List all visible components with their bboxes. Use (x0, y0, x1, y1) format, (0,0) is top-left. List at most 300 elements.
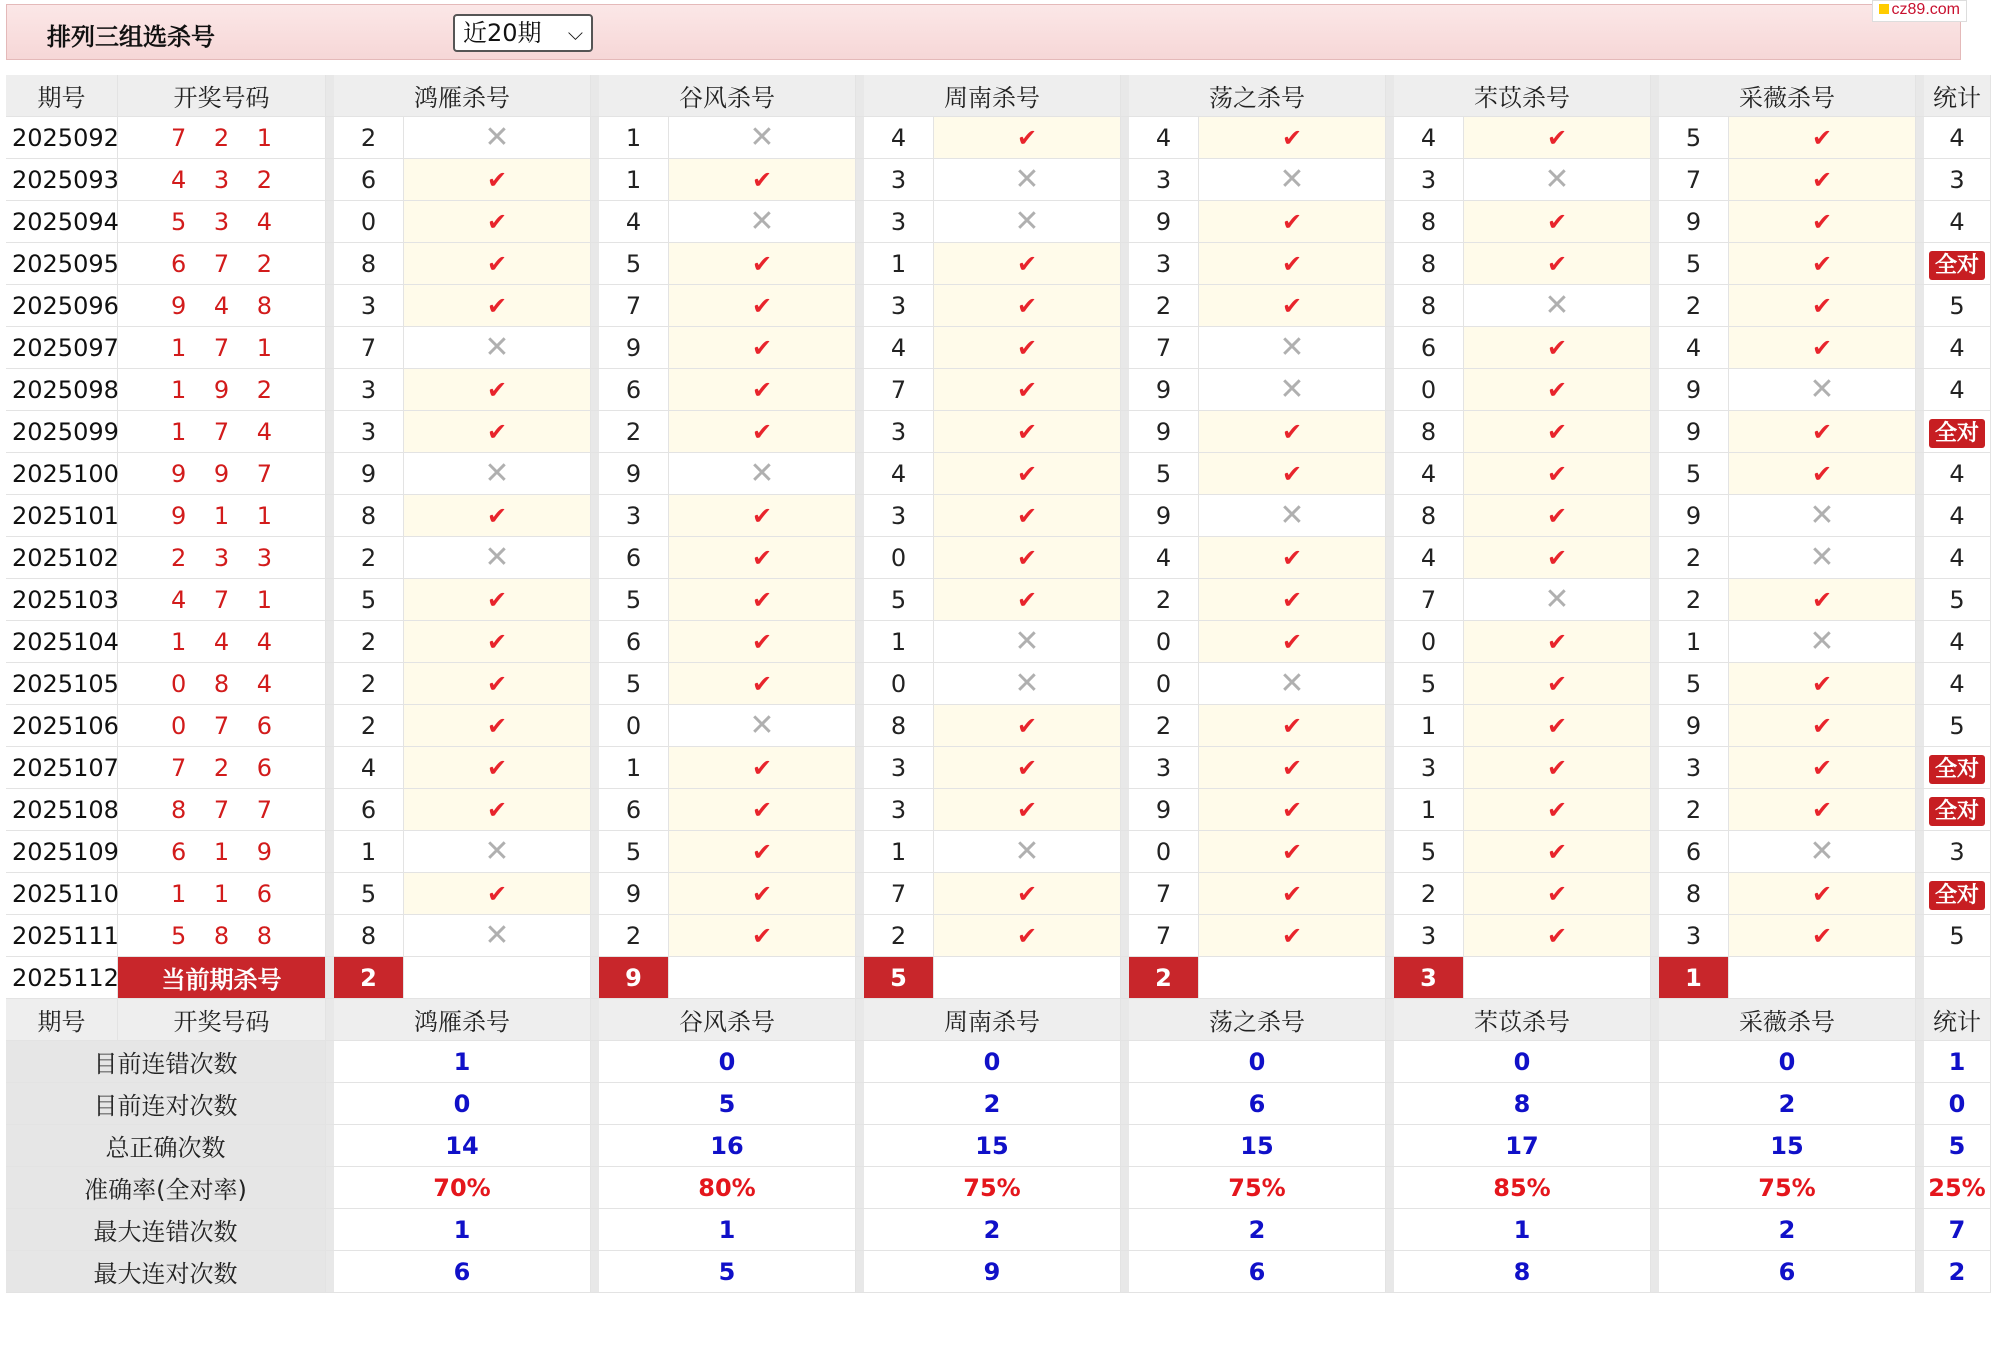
kill-number-cell: 5 (599, 243, 669, 285)
column-gap (326, 243, 334, 285)
empty-cell (404, 957, 591, 999)
kill-number-cell: 3 (1394, 747, 1464, 789)
column-gap (1651, 621, 1659, 663)
column-gap (591, 495, 599, 537)
cross-icon: ✕ (934, 663, 1121, 705)
header-expert: 芣苡杀号 (1394, 75, 1651, 117)
check-icon: ✔ (669, 789, 856, 831)
check-icon: ✔ (1199, 747, 1386, 789)
check-icon: ✔ (1464, 873, 1651, 915)
kill-number-cell: 5 (599, 663, 669, 705)
column-gap (326, 1209, 334, 1251)
column-gap (856, 117, 864, 159)
stat-value: 80% (599, 1167, 856, 1209)
period-select[interactable] (453, 14, 593, 52)
kill-number-cell: 2 (334, 663, 404, 705)
check-icon: ✔ (669, 243, 856, 285)
column-gap (591, 1041, 599, 1083)
check-icon: ✔ (1729, 789, 1916, 831)
kill-number-cell: 6 (1659, 831, 1729, 873)
header-expert: 采薇杀号 (1659, 75, 1916, 117)
column-gap (1651, 117, 1659, 159)
column-gap (1916, 369, 1924, 411)
stat-cell: 4 (1924, 537, 1991, 579)
column-gap (591, 999, 599, 1041)
column-gap (591, 75, 599, 117)
column-gap (856, 915, 864, 957)
stat-value: 1 (334, 1041, 591, 1083)
kill-number-cell: 1 (1659, 621, 1729, 663)
stat-cell: 3 (1924, 831, 1991, 873)
column-gap (1121, 789, 1129, 831)
stat-value: 0 (599, 1041, 856, 1083)
draw-number-cell: 9 4 8 (118, 285, 326, 327)
table-row (6, 453, 1991, 495)
table-row (6, 117, 1991, 159)
check-icon: ✔ (669, 495, 856, 537)
kill-number-cell: 2 (334, 537, 404, 579)
kill-number-cell: 4 (864, 117, 934, 159)
check-icon: ✔ (1464, 789, 1651, 831)
check-icon: ✔ (404, 789, 591, 831)
column-gap (1916, 75, 1924, 117)
check-icon: ✔ (1199, 411, 1386, 453)
period-cell: 2025110 (6, 873, 118, 915)
check-icon: ✔ (1729, 285, 1916, 327)
table-row (6, 243, 1991, 285)
header-draw: 开奖号码 (118, 999, 326, 1041)
check-icon: ✔ (1464, 537, 1651, 579)
check-icon: ✔ (934, 117, 1121, 159)
kill-number-cell: 0 (1129, 663, 1199, 705)
footer-header-row (6, 999, 1991, 1041)
column-gap (856, 747, 864, 789)
check-icon: ✔ (1464, 747, 1651, 789)
check-icon: ✔ (669, 537, 856, 579)
column-gap (1651, 789, 1659, 831)
stat-value: 2 (864, 1083, 1121, 1125)
cross-icon: ✕ (1729, 495, 1916, 537)
stat-value: 15 (1129, 1125, 1386, 1167)
column-gap (326, 369, 334, 411)
kill-number-cell: 6 (599, 621, 669, 663)
check-icon: ✔ (404, 243, 591, 285)
table-row (6, 621, 1991, 663)
kill-number-cell: 0 (1394, 369, 1464, 411)
column-gap (1651, 1041, 1659, 1083)
stat-value: 6 (1129, 1251, 1386, 1293)
stat-cell: 5 (1924, 579, 1991, 621)
check-icon: ✔ (1729, 663, 1916, 705)
check-icon: ✔ (934, 579, 1121, 621)
period-cell: 2025108 (6, 789, 118, 831)
column-gap (1121, 159, 1129, 201)
stat-cell: 4 (1924, 369, 1991, 411)
stat-value: 8 (1394, 1251, 1651, 1293)
kill-number-table (6, 75, 1991, 1293)
column-gap (1121, 75, 1129, 117)
column-gap (1386, 789, 1394, 831)
cross-icon: ✕ (1464, 579, 1651, 621)
kill-number-cell: 3 (864, 411, 934, 453)
draw-number-cell: 0 8 4 (118, 663, 326, 705)
kill-number-cell: 7 (1659, 159, 1729, 201)
table-row (6, 747, 1991, 789)
check-icon: ✔ (1729, 411, 1916, 453)
cross-icon: ✕ (934, 621, 1121, 663)
column-gap (326, 201, 334, 243)
column-gap (326, 957, 334, 999)
stat-cell (1924, 789, 1991, 831)
cross-icon: ✕ (404, 915, 591, 957)
check-icon: ✔ (669, 747, 856, 789)
check-icon: ✔ (669, 411, 856, 453)
column-gap (1121, 537, 1129, 579)
kill-number-cell: 2 (864, 915, 934, 957)
column-gap (1386, 1041, 1394, 1083)
column-gap (856, 453, 864, 495)
period-cell: 2025109 (6, 831, 118, 873)
kill-number-cell: 3 (864, 201, 934, 243)
kill-number-cell: 0 (864, 663, 934, 705)
check-icon: ✔ (1464, 915, 1651, 957)
site-badge[interactable]: cz89.com (1872, 0, 1967, 22)
period-cell: 2025105 (6, 663, 118, 705)
stat-value: 9 (864, 1251, 1121, 1293)
stat-total: 5 (1924, 1125, 1991, 1167)
column-gap (856, 1251, 864, 1293)
check-icon: ✔ (1199, 117, 1386, 159)
column-gap (1651, 1251, 1659, 1293)
kill-number-cell: 9 (1129, 369, 1199, 411)
stat-value: 2 (1659, 1083, 1916, 1125)
column-gap (856, 327, 864, 369)
column-gap (1651, 747, 1659, 789)
kill-number-cell: 5 (1659, 243, 1729, 285)
stat-cell: 5 (1924, 705, 1991, 747)
column-gap (1916, 327, 1924, 369)
period-cell: 2025094 (6, 201, 118, 243)
check-icon: ✔ (669, 831, 856, 873)
draw-number-cell: 6 1 9 (118, 831, 326, 873)
current-period-row (6, 957, 1991, 999)
cross-icon: ✕ (934, 159, 1121, 201)
column-gap (1916, 957, 1924, 999)
column-gap (856, 159, 864, 201)
cross-icon: ✕ (1199, 369, 1386, 411)
check-icon: ✔ (404, 747, 591, 789)
kill-number-cell: 2 (334, 117, 404, 159)
table-row (6, 495, 1991, 537)
column-gap (1916, 999, 1924, 1041)
column-gap (1121, 453, 1129, 495)
check-icon: ✔ (934, 453, 1121, 495)
kill-number-cell: 1 (599, 117, 669, 159)
stat-cell: 4 (1924, 453, 1991, 495)
draw-number-cell: 1 1 6 (118, 873, 326, 915)
kill-number-cell: 5 (1659, 663, 1729, 705)
cross-icon: ✕ (404, 327, 591, 369)
column-gap (1916, 747, 1924, 789)
column-gap (591, 369, 599, 411)
column-gap (326, 117, 334, 159)
cross-icon: ✕ (1729, 537, 1916, 579)
kill-number-cell: 4 (1394, 537, 1464, 579)
kill-number-cell: 2 (1659, 537, 1729, 579)
check-icon: ✔ (404, 621, 591, 663)
period-cell: 2025103 (6, 579, 118, 621)
kill-number-cell: 8 (334, 243, 404, 285)
kill-number-cell: 7 (599, 285, 669, 327)
kill-number-cell: 9 (1659, 369, 1729, 411)
period-cell: 2025106 (6, 705, 118, 747)
check-icon: ✔ (934, 873, 1121, 915)
stat-cell (1924, 243, 1991, 285)
kill-number-cell: 8 (864, 705, 934, 747)
header-period: 期号 (6, 999, 118, 1041)
stat-value: 0 (1394, 1041, 1651, 1083)
check-icon: ✔ (1464, 117, 1651, 159)
kill-number-cell: 3 (334, 411, 404, 453)
header-expert: 周南杀号 (864, 999, 1121, 1041)
column-gap (1386, 1251, 1394, 1293)
stat-value: 15 (864, 1125, 1121, 1167)
kill-number-cell: 7 (1394, 579, 1464, 621)
check-icon: ✔ (1199, 285, 1386, 327)
stat-cell (1924, 873, 1991, 915)
kill-number-cell: 9 (599, 873, 669, 915)
stat-label: 准确率(全对率) (6, 1167, 326, 1209)
column-gap (1386, 411, 1394, 453)
column-gap (1651, 201, 1659, 243)
column-gap (1916, 1083, 1924, 1125)
column-gap (1916, 1125, 1924, 1167)
stat-value: 0 (334, 1083, 591, 1125)
check-icon: ✔ (1729, 873, 1916, 915)
kill-number-cell: 0 (1394, 621, 1464, 663)
kill-number-cell: 5 (334, 579, 404, 621)
column-gap (1386, 243, 1394, 285)
column-gap (1386, 663, 1394, 705)
column-gap (1651, 369, 1659, 411)
column-gap (1121, 1209, 1129, 1251)
header-expert: 谷风杀号 (599, 75, 856, 117)
kill-number-cell: 7 (334, 327, 404, 369)
stat-label: 目前连对次数 (6, 1083, 326, 1125)
draw-number-cell: 5 3 4 (118, 201, 326, 243)
column-gap (1386, 285, 1394, 327)
column-gap (1651, 243, 1659, 285)
stat-value: 85% (1394, 1167, 1651, 1209)
check-icon: ✔ (1464, 495, 1651, 537)
column-gap (591, 1209, 599, 1251)
column-gap (1651, 915, 1659, 957)
kill-number-cell: 4 (1394, 453, 1464, 495)
kill-number-cell: 6 (599, 369, 669, 411)
column-gap (326, 831, 334, 873)
empty-cell (1729, 957, 1916, 999)
draw-number-cell: 4 3 2 (118, 159, 326, 201)
chevron-down-icon: ⌵ (567, 21, 583, 45)
column-gap (1386, 705, 1394, 747)
kill-number-cell: 3 (1129, 243, 1199, 285)
check-icon: ✔ (669, 873, 856, 915)
column-gap (1121, 411, 1129, 453)
check-icon: ✔ (404, 411, 591, 453)
check-icon: ✔ (404, 285, 591, 327)
check-icon: ✔ (1729, 453, 1916, 495)
column-gap (1121, 1251, 1129, 1293)
current-kill-number: 2 (1129, 957, 1199, 999)
page-title: 排列三组选杀号 (47, 23, 215, 51)
kill-number-cell: 3 (864, 747, 934, 789)
cross-icon: ✕ (1729, 369, 1916, 411)
column-gap (856, 999, 864, 1041)
column-gap (1121, 1167, 1129, 1209)
column-gap (1386, 537, 1394, 579)
stat-row (6, 1041, 1991, 1083)
stat-value: 70% (334, 1167, 591, 1209)
column-gap (856, 1125, 864, 1167)
check-icon: ✔ (1729, 201, 1916, 243)
kill-number-cell: 3 (334, 369, 404, 411)
column-gap (1121, 117, 1129, 159)
header-expert: 荡之杀号 (1129, 75, 1386, 117)
stat-value: 2 (864, 1209, 1121, 1251)
column-gap (1651, 1083, 1659, 1125)
kill-number-cell: 2 (1659, 579, 1729, 621)
column-gap (1121, 873, 1129, 915)
check-icon: ✔ (1199, 579, 1386, 621)
kill-number-cell: 3 (1659, 747, 1729, 789)
stat-value: 2 (1659, 1209, 1916, 1251)
column-gap (1651, 999, 1659, 1041)
kill-number-cell: 1 (1394, 789, 1464, 831)
cross-icon: ✕ (669, 117, 856, 159)
stat-value: 2 (1129, 1209, 1386, 1251)
column-gap (1651, 537, 1659, 579)
kill-number-cell: 6 (334, 159, 404, 201)
all-right-badge: 全对 (1929, 881, 1985, 910)
header-expert: 谷风杀号 (599, 999, 856, 1041)
column-gap (1386, 495, 1394, 537)
kill-number-cell: 2 (334, 705, 404, 747)
draw-number-cell: 6 7 2 (118, 243, 326, 285)
all-right-badge: 全对 (1929, 755, 1985, 784)
column-gap (1916, 705, 1924, 747)
kill-number-cell: 8 (1394, 411, 1464, 453)
column-gap (1386, 1083, 1394, 1125)
check-icon: ✔ (1464, 327, 1651, 369)
kill-number-cell: 6 (599, 789, 669, 831)
kill-number-cell: 5 (1394, 831, 1464, 873)
stat-value: 75% (1659, 1167, 1916, 1209)
current-kill-number: 5 (864, 957, 934, 999)
kill-number-cell: 4 (864, 453, 934, 495)
check-icon: ✔ (1464, 201, 1651, 243)
column-gap (1386, 1167, 1394, 1209)
column-gap (856, 201, 864, 243)
kill-number-cell: 9 (1129, 495, 1199, 537)
column-gap (1916, 1251, 1924, 1293)
cross-icon: ✕ (669, 705, 856, 747)
table-row (6, 327, 1991, 369)
column-gap (1121, 957, 1129, 999)
column-gap (591, 411, 599, 453)
column-gap (591, 705, 599, 747)
column-gap (1651, 285, 1659, 327)
column-gap (1916, 537, 1924, 579)
stat-value: 1 (1394, 1209, 1651, 1251)
period-cell: 2025093 (6, 159, 118, 201)
column-gap (856, 1041, 864, 1083)
check-icon: ✔ (1199, 705, 1386, 747)
stat-cell: 5 (1924, 285, 1991, 327)
column-gap (1386, 831, 1394, 873)
kill-number-cell: 2 (1129, 285, 1199, 327)
column-gap (1121, 621, 1129, 663)
column-gap (591, 1167, 599, 1209)
kill-number-cell: 5 (1129, 453, 1199, 495)
kill-number-cell: 0 (334, 201, 404, 243)
kill-number-cell: 8 (1394, 285, 1464, 327)
column-gap (856, 243, 864, 285)
stat-row (6, 1209, 1991, 1251)
check-icon: ✔ (1199, 873, 1386, 915)
column-gap (1121, 579, 1129, 621)
draw-number-cell: 1 9 2 (118, 369, 326, 411)
kill-number-cell: 9 (1659, 495, 1729, 537)
cross-icon: ✕ (1199, 495, 1386, 537)
table-row (6, 411, 1991, 453)
check-icon: ✔ (1729, 705, 1916, 747)
column-gap (1651, 327, 1659, 369)
kill-number-cell: 1 (864, 243, 934, 285)
stat-value: 75% (1129, 1167, 1386, 1209)
table-row (6, 663, 1991, 705)
column-gap (1916, 201, 1924, 243)
kill-number-cell: 7 (864, 873, 934, 915)
column-gap (1121, 999, 1129, 1041)
column-gap (856, 621, 864, 663)
kill-number-cell: 2 (599, 411, 669, 453)
kill-number-cell: 5 (599, 831, 669, 873)
title-bar (6, 4, 1961, 60)
stat-cell: 4 (1924, 117, 1991, 159)
column-gap (591, 1251, 599, 1293)
stat-value: 0 (1659, 1041, 1916, 1083)
column-gap (1386, 621, 1394, 663)
logo-square-icon (1879, 4, 1889, 14)
column-gap (1916, 1041, 1924, 1083)
column-gap (1916, 411, 1924, 453)
stat-value: 6 (1659, 1251, 1916, 1293)
column-gap (1121, 327, 1129, 369)
table-row (6, 873, 1991, 915)
draw-number-cell: 2 3 3 (118, 537, 326, 579)
kill-number-cell: 3 (1394, 159, 1464, 201)
column-gap (591, 453, 599, 495)
draw-number-cell: 4 7 1 (118, 579, 326, 621)
check-icon: ✔ (934, 327, 1121, 369)
draw-number-cell: 0 7 6 (118, 705, 326, 747)
cross-icon: ✕ (1199, 159, 1386, 201)
header-row (6, 75, 1991, 117)
period-cell: 2025101 (6, 495, 118, 537)
column-gap (856, 1167, 864, 1209)
check-icon: ✔ (404, 579, 591, 621)
check-icon: ✔ (934, 915, 1121, 957)
